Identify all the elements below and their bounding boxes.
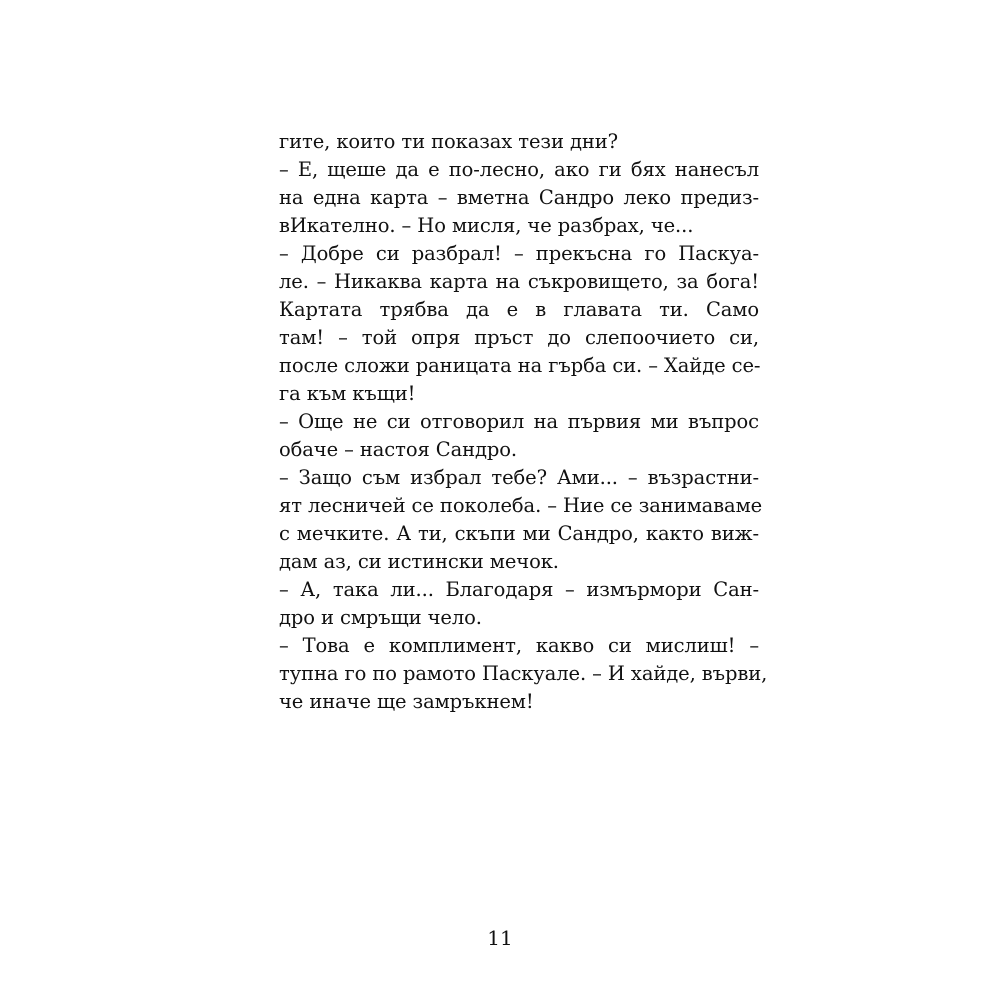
text-line: – Защо съм избрал тебе? Ами... – възрастни- [279,466,759,489]
text-line: тупна го по рамото Паскуале. – И хайде, върви, [279,662,768,685]
text-line: гите, които ти показах тези дни? [279,130,618,153]
text-line: с мечките. А ти, скъпи ми Сандро, както виж- [279,522,759,545]
text-line: обаче – настоя Сандро. [279,438,518,461]
text-line: там! – той опря пръст до слепоочието си, [279,326,759,349]
text-line: – Още не си отговорил на първия ми въпрос [279,410,759,433]
body-text [279,128,768,716]
page-number: 11 [487,926,513,950]
text-line: – Това е комплимент, какво си мислиш! – [279,634,759,657]
text-line: ле. – Никаква карта на съкровището, за бога! [279,270,759,293]
text-line: – Добре си разбрал! – прекъсна го Паскуа- [279,242,759,265]
text-line: – А, така ли... Благодаря – измърмори Сан- [279,578,759,601]
text-line: ят лесничей се поколеба. – Ние се занимаваме [279,494,763,517]
text-line: на една карта – вметна Сандро леко предиз- [279,186,759,209]
text-line: после сложи раницата на гърба си. – Хайде се- [279,354,761,377]
text-line: дро и смръщи чело. [279,606,482,629]
text-line: Картата трябва да е в главата ти. Само [279,298,759,321]
text-line: вИкателно. – Но мисля, че разбрах, че... [279,214,694,237]
text-line: че иначе ще замръкнем! [279,690,534,713]
text-line: га към къщи! [279,382,416,405]
text-line: дам аз, си истински мечок. [279,550,559,573]
text-line: – Е, щеше да е по-лесно, ако ги бях нанесъл [279,158,759,181]
